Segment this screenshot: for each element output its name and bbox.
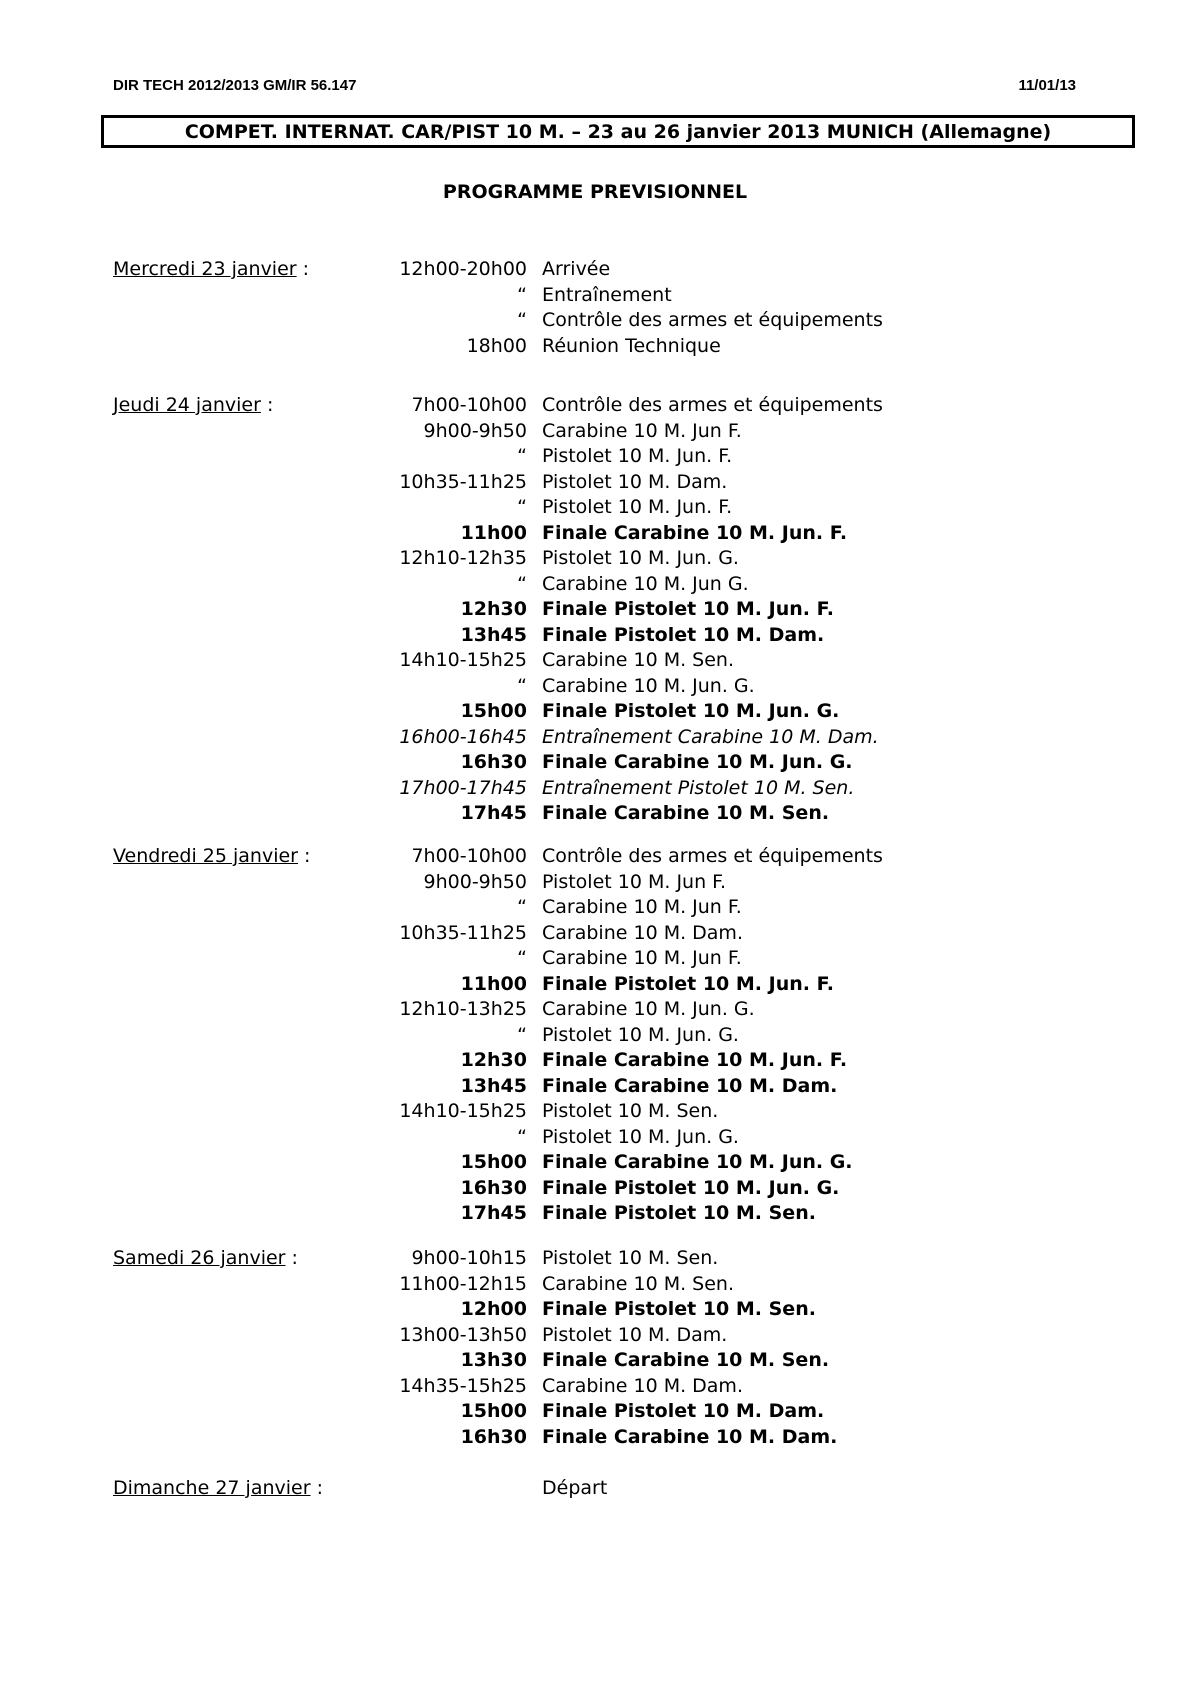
event-time: “ xyxy=(517,283,527,306)
event-label: Pistolet 10 M. Jun. F. xyxy=(542,496,733,518)
event-time: 12h00 xyxy=(460,1298,527,1320)
event-label: Arrivée xyxy=(542,258,611,280)
schedule-row xyxy=(0,750,1190,776)
event-time: 14h35-15h25 xyxy=(399,1374,527,1397)
event-label: Finale Carabine 10 M. Jun. G. xyxy=(542,1151,853,1173)
event-label: Finale Carabine 10 M. Jun. F. xyxy=(542,1049,848,1071)
event-label: Pistolet 10 M. Sen. xyxy=(542,1100,719,1122)
event-time: “ xyxy=(517,572,527,595)
event-label: Réunion Technique xyxy=(542,334,721,357)
schedule-row xyxy=(0,801,1190,827)
event-label: Pistolet 10 M. Dam. xyxy=(542,1323,728,1346)
event-time: “ xyxy=(517,445,527,467)
event-label: Départ xyxy=(542,1477,608,1499)
schedule-row xyxy=(0,546,1190,572)
event-time: 16h30 xyxy=(460,1176,527,1199)
schedule-row xyxy=(0,1348,1190,1374)
event-label: Finale Pistolet 10 M. Sen. xyxy=(542,1298,816,1320)
day-colon: : xyxy=(285,1247,298,1269)
schedule-row xyxy=(0,1425,1190,1451)
schedule-row xyxy=(0,674,1190,700)
event-time: 9h00-9h50 xyxy=(423,870,527,893)
event-time: 13h30 xyxy=(460,1349,527,1371)
schedule-row xyxy=(0,419,1190,445)
event-label: Finale Carabine 10 M. Jun. F. xyxy=(542,521,848,544)
schedule-row xyxy=(0,1272,1190,1298)
event-label: Pistolet 10 M. Dam. xyxy=(542,470,728,493)
schedule-row xyxy=(0,648,1190,674)
event-time: 9h00-10h15 xyxy=(411,1247,527,1269)
event-label: Finale Carabine 10 M. Dam. xyxy=(542,1074,838,1097)
event-label: Carabine 10 M. Dam. xyxy=(542,921,743,944)
schedule-row xyxy=(0,1399,1190,1425)
document-date: 11/01/13 xyxy=(1018,77,1076,94)
event-label: Contrôle des armes et équipements xyxy=(542,394,883,416)
event-time: 17h45 xyxy=(460,1202,527,1224)
event-time: 12h30 xyxy=(460,598,527,620)
schedule-row xyxy=(0,597,1190,623)
event-label: Entraînement xyxy=(542,283,672,306)
day-name: Samedi 26 janvier xyxy=(113,1247,286,1269)
schedule-row xyxy=(0,844,1190,870)
event-label: Pistolet 10 M. Jun F. xyxy=(542,870,727,893)
schedule-row xyxy=(0,623,1190,649)
day-name: Jeudi 24 janvier xyxy=(113,394,261,416)
event-label: Finale Pistolet 10 M. Dam. xyxy=(542,623,825,646)
schedule-row xyxy=(0,1246,1190,1272)
schedule-row xyxy=(0,1374,1190,1400)
event-time: 16h30 xyxy=(460,751,527,773)
event-time: 14h10-15h25 xyxy=(399,649,527,671)
event-label: Finale Carabine 10 M. Sen. xyxy=(542,1349,830,1371)
document-title: COMPET. INTERNAT. CAR/PIST 10 M. – 23 au 26 janvier 2013 MUNICH (Allemagne) xyxy=(184,120,1052,143)
event-label: Carabine 10 M. Dam. xyxy=(542,1374,743,1397)
event-label: Pistolet 10 M. Jun. G. xyxy=(542,1023,739,1046)
day-name: Dimanche 27 janvier xyxy=(113,1477,311,1499)
event-time: 13h45 xyxy=(460,623,527,646)
event-label: Carabine 10 M. Jun F. xyxy=(542,419,742,442)
event-time: “ xyxy=(517,496,527,518)
schedule-row xyxy=(0,1201,1190,1227)
schedule-row xyxy=(0,921,1190,947)
event-label: Finale Pistolet 10 M. Jun. G. xyxy=(542,700,840,722)
schedule-row xyxy=(0,521,1190,547)
event-time: 11h00-12h15 xyxy=(399,1272,527,1295)
schedule-row xyxy=(0,895,1190,921)
event-label: Pistolet 10 M. Jun. G. xyxy=(542,547,739,569)
day-colon: : xyxy=(260,394,274,416)
day-colon: : xyxy=(297,845,311,867)
day-name: Mercredi 23 janvier xyxy=(113,258,297,280)
event-label: Finale Pistolet 10 M. Jun. F. xyxy=(542,972,834,995)
event-label: Finale Carabine 10 M. Dam. xyxy=(542,1425,838,1448)
event-time: 15h00 xyxy=(460,1151,527,1173)
schedule-row xyxy=(0,334,1190,360)
event-label: Entraînement Carabine 10 M. Dam. xyxy=(542,725,879,748)
event-label: Entraînement Pistolet 10 M. Sen. xyxy=(542,776,855,799)
document-reference: DIR TECH 2012/2013 GM/IR 56.147 xyxy=(113,77,357,94)
schedule-row xyxy=(0,1297,1190,1323)
event-label: Contrôle des armes et équipements xyxy=(542,845,883,867)
document-title-box xyxy=(101,115,1135,148)
schedule-row xyxy=(0,1074,1190,1100)
event-time: 16h30 xyxy=(460,1425,527,1448)
event-time: 16h00-16h45 xyxy=(399,725,527,748)
event-time: 11h00 xyxy=(460,972,527,995)
event-time: “ xyxy=(517,896,527,918)
event-time: 18h00 xyxy=(466,334,527,357)
schedule-row xyxy=(0,870,1190,896)
event-time: 12h00-20h00 xyxy=(399,258,527,280)
event-label: Pistolet 10 M. Sen. xyxy=(542,1247,719,1269)
event-time: “ xyxy=(517,1023,527,1046)
event-label: Carabine 10 M. Sen. xyxy=(542,1272,734,1295)
event-label: Finale Pistolet 10 M. Jun. G. xyxy=(542,1176,840,1199)
event-time: “ xyxy=(517,309,527,331)
event-label: Pistolet 10 M. Jun. F. xyxy=(542,445,733,467)
schedule-row xyxy=(0,572,1190,598)
event-time: 14h10-15h25 xyxy=(399,1100,527,1122)
event-time: 15h00 xyxy=(460,1400,527,1422)
schedule-row xyxy=(0,308,1190,334)
schedule-row xyxy=(0,997,1190,1023)
schedule-row xyxy=(0,444,1190,470)
schedule-row xyxy=(0,776,1190,802)
event-time: 17h45 xyxy=(460,802,527,824)
event-label: Finale Carabine 10 M. Sen. xyxy=(542,802,830,824)
event-time: 12h10-13h25 xyxy=(399,998,527,1020)
event-time: 12h30 xyxy=(460,1049,527,1071)
event-time: “ xyxy=(517,947,527,969)
schedule-row xyxy=(0,972,1190,998)
schedule-row xyxy=(0,393,1190,419)
schedule-row xyxy=(0,946,1190,972)
schedule-row xyxy=(0,495,1190,521)
event-time: “ xyxy=(517,674,527,697)
event-label: Finale Pistolet 10 M. Sen. xyxy=(542,1202,816,1224)
schedule-row xyxy=(0,1323,1190,1349)
schedule-row xyxy=(0,1150,1190,1176)
event-label: Finale Pistolet 10 M. Jun. F. xyxy=(542,598,834,620)
event-time: 13h45 xyxy=(460,1074,527,1097)
event-label: Carabine 10 M. Jun. G. xyxy=(542,998,755,1020)
schedule-row xyxy=(0,1176,1190,1202)
schedule-row xyxy=(0,1048,1190,1074)
schedule-row xyxy=(0,1125,1190,1151)
event-time: 17h00-17h45 xyxy=(399,776,527,799)
day-colon: : xyxy=(310,1477,323,1499)
event-time: 15h00 xyxy=(460,700,527,722)
event-time: 11h00 xyxy=(460,521,527,544)
event-label: Finale Pistolet 10 M. Dam. xyxy=(542,1400,825,1422)
event-time: 10h35-11h25 xyxy=(399,921,527,944)
event-time: 10h35-11h25 xyxy=(399,470,527,493)
schedule-row xyxy=(0,725,1190,751)
day-name: Vendredi 25 janvier xyxy=(113,845,298,867)
event-time: 9h00-9h50 xyxy=(423,419,527,442)
event-label: Carabine 10 M. Jun G. xyxy=(542,572,749,595)
schedule-row xyxy=(0,1476,1190,1502)
schedule-row xyxy=(0,699,1190,725)
event-label: Carabine 10 M. Jun F. xyxy=(542,947,742,969)
day-colon: : xyxy=(296,258,310,280)
event-time: 7h00-10h00 xyxy=(411,845,527,867)
event-label: Carabine 10 M. Jun F. xyxy=(542,896,742,918)
event-label: Finale Carabine 10 M. Jun. G. xyxy=(542,751,853,773)
schedule-row xyxy=(0,1099,1190,1125)
event-time: “ xyxy=(517,1125,527,1148)
event-label: Carabine 10 M. Jun. G. xyxy=(542,674,755,697)
schedule-row xyxy=(0,470,1190,496)
event-label: Pistolet 10 M. Jun. G. xyxy=(542,1125,739,1148)
event-time: 12h10-12h35 xyxy=(399,547,527,569)
document-subtitle: PROGRAMME PREVISIONNEL xyxy=(442,181,748,203)
event-time: 7h00-10h00 xyxy=(411,394,527,416)
event-time: 13h00-13h50 xyxy=(399,1323,527,1346)
event-label: Carabine 10 M. Sen. xyxy=(542,649,734,671)
schedule-row xyxy=(0,283,1190,309)
schedule-row xyxy=(0,1023,1190,1049)
event-label: Contrôle des armes et équipements xyxy=(542,309,883,331)
schedule-row xyxy=(0,257,1190,283)
